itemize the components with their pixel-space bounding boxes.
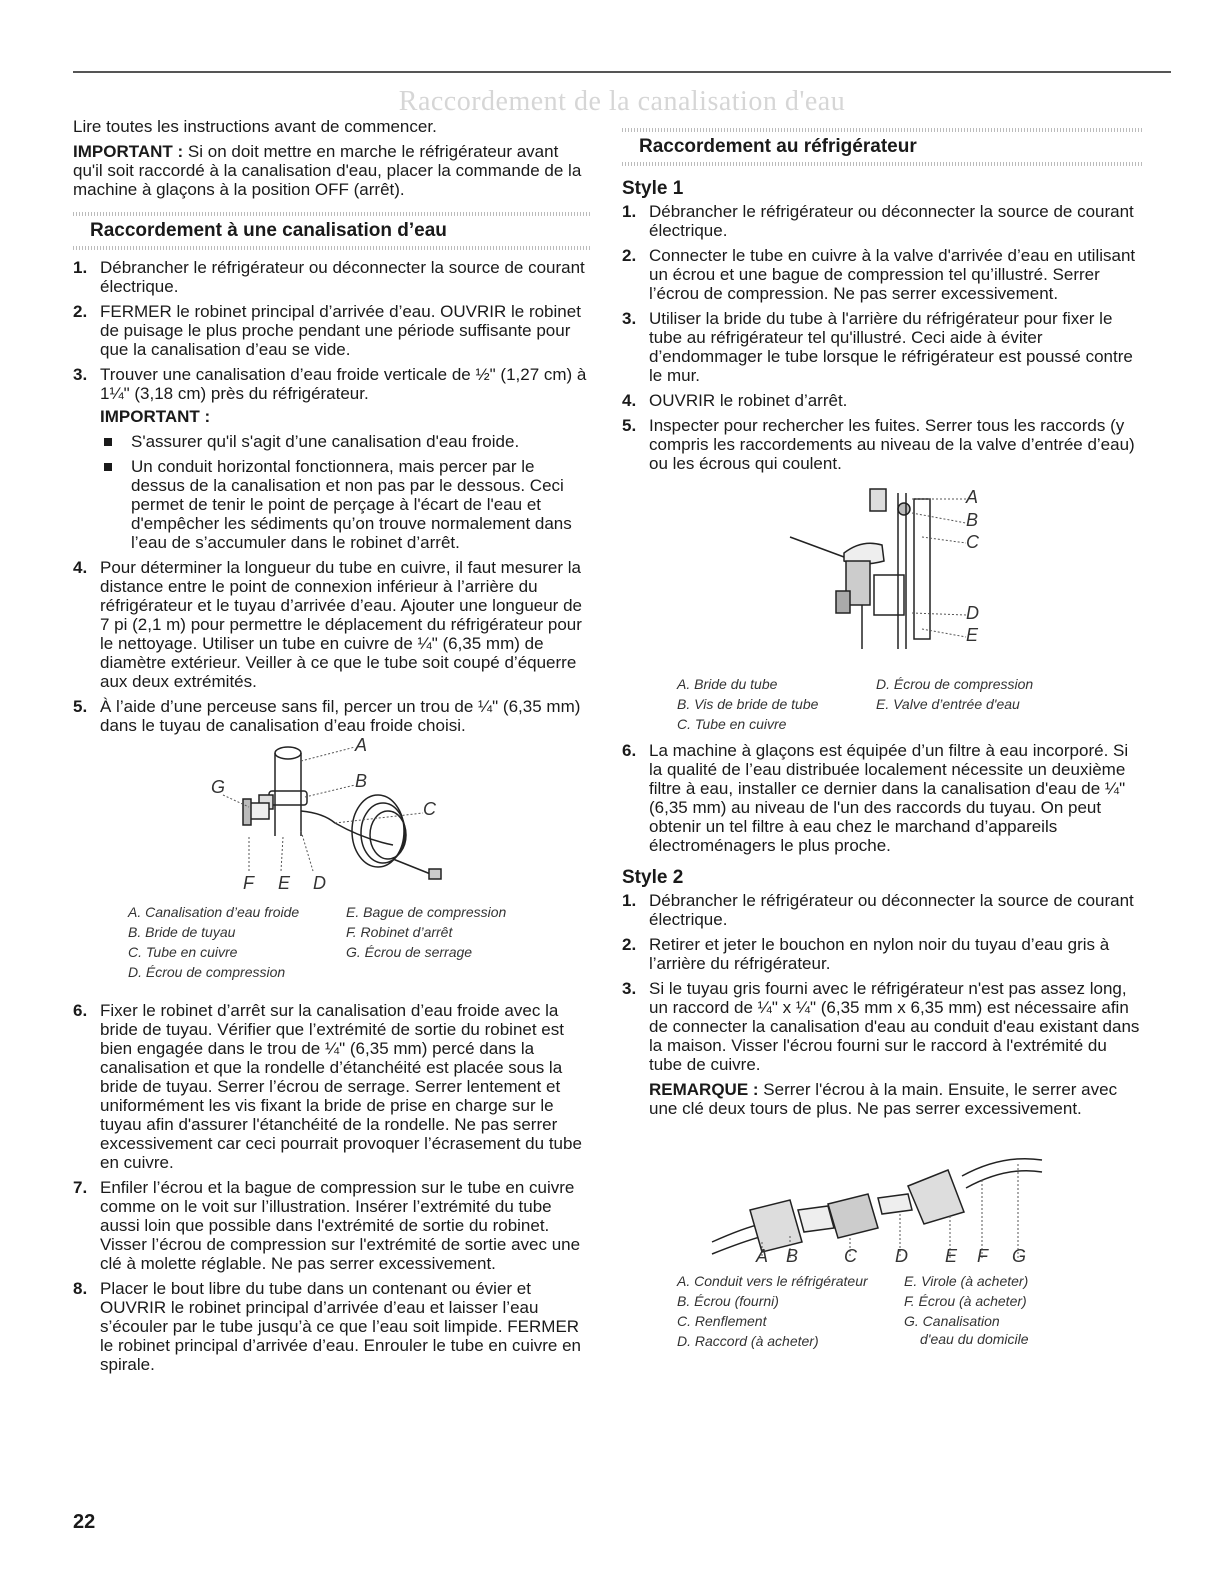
- remarque-text: Serrer l'écrou à la main. Ensuite, le serrer avec une clé deux tours de plus. Ne pas serrer excessivement.: [649, 1080, 1118, 1118]
- figure3-caption: G. Canalisation: [904, 1313, 1000, 1329]
- figure-inlet-valve: [622, 479, 1142, 741]
- figure3-caption: F. Écrou (à acheter): [904, 1293, 1027, 1309]
- step-item: 2. Connecter le tube en cuivre à la valve d'arrivée d’eau en utilisant un écrou et une bague de compression tel qu’illustré. Serrer l’écrou de compression. Ne pas serrer excessivement.: [622, 246, 1136, 303]
- step-item: 3. Si le tuyau gris fourni avec le réfrigérateur n'est pas assez long, un raccord de ¼" x ¼" (6,35 mm x 6,35 mm) est nécessaire afin de connecter la canalisation d'eau au conduit d'eau existant dans la maison. Visser l'écrou fourni sur le raccord à l'extrémité du tube de cuivre. REMARQUE : Serrer l'écrou à la main. Ensuite, le serrer avec une clé deux tours de plus. Ne pas serrer excessivement.: [622, 979, 1142, 1118]
- coupling-illustration: [622, 1124, 1142, 1264]
- figure1-caption: B. Bride de tuyau: [128, 924, 236, 940]
- figure2-label-a: A: [966, 487, 979, 507]
- figure1-caption: C. Tube en cuivre: [128, 944, 238, 960]
- remarque-label: REMARQUE :: [649, 1080, 759, 1099]
- steps-list-a: [73, 258, 591, 735]
- figure1-caption: G. Écrou de serrage: [346, 944, 473, 960]
- step-item: 7. Enfiler l’écrou et la bague de compression sur le tube en cuivre comme on le voit sur l’illustration. Insérer l’extrémité du tube aussi loin que possible dans l'extrémité de sortie du robinet. Visser l’écrou de compression sur l'extrémité de sortie avec une clé à molette réglable. Ne pas serrer excessivement.: [73, 1178, 581, 1273]
- section-rule-top: [622, 128, 1142, 132]
- figure3-caption: B. Écrou (fourni): [677, 1293, 779, 1309]
- left-column: [73, 117, 591, 1380]
- remarque-paragraph: [649, 1080, 1142, 1118]
- figure1-label-d: D: [313, 873, 326, 893]
- step-item: 1. Débrancher le réfrigérateur ou déconnecter la source de courant électrique.: [73, 258, 585, 296]
- figure1-label-e: E: [278, 873, 291, 893]
- bullet-item: Un conduit horizontal fonctionnera, mais percer par le dessus de la canalisation et non pas par le dessous. Ceci permet de tenir le point de perçage à l'écart de l'eau et d'empêcher les sédiments qu’on trouve normalement dans l’eau de s’accumuler dans le robinet d’arrêt.: [100, 457, 591, 552]
- figure3-label-g: G: [1012, 1246, 1027, 1266]
- figure2-caption: D. Écrou de compression: [876, 676, 1034, 692]
- figure1-caption: E. Bague de compression: [346, 904, 507, 920]
- step-item: 6. La machine à glaçons est équipée d’un filtre à eau incorporé. Si la qualité de l’eau distribuée localement nécessite un deuxième filtre à eau, installer ce dernier dans la canalisation d'eau de ¼" (6,35 mm) au niveau de l'un des raccords du tuyau. On peut obtenir un tel filtre à eau chez le marchand d’appareils électroménagers le plus proche.: [622, 741, 1129, 855]
- step-item: 3. Trouver une canalisation d’eau froide verticale de ½" (1,27 cm) à 1¼" (3,18 cm) près du réfrigérateur. IMPORTANT : S'assurer qu'il s'agit d’une canalisation d'eau froide. Un conduit horizontal fonctionnera, mais percer par le dessus de la canalisation et non pas par le dessous. Ceci permet de tenir le point de perçage à l'écart de l'eau et d'empêcher les sédiments qu’on trouve normalement dans l’eau de s’accumuler dans le robinet d’arrêt.: [73, 365, 591, 552]
- figure1-caption: D. Écrou de compression: [128, 964, 286, 980]
- important-sub-label: IMPORTANT :: [100, 407, 211, 426]
- figure1-label-c: C: [423, 799, 436, 819]
- figure3-label-a: A: [756, 1246, 769, 1266]
- style1-step6-list: [622, 741, 1142, 855]
- bullet-item: S'assurer qu'il s'agit d’une canalisation d'eau froide.: [100, 432, 591, 451]
- style1-steps: [622, 202, 1142, 473]
- section-rule-bottom: [73, 246, 591, 250]
- section-title-refrigerator: Raccordement au réfrigérateur: [639, 136, 917, 157]
- figure3-caption: C. Renflement: [677, 1313, 767, 1329]
- figure2-label-c: C: [966, 532, 979, 552]
- section-rule-bottom: [622, 162, 1142, 166]
- figure3-label-e: E: [945, 1246, 958, 1266]
- inlet-valve-illustration: [622, 479, 1142, 669]
- figure-shutoff-valve: [73, 735, 591, 993]
- style2-steps: [622, 891, 1142, 1118]
- step-item: 4. Pour déterminer la longueur du tube en cuivre, il faut mesurer la distance entre le point de connexion inférieur à l’arrière du réfrigérateur et le tuyau d’arrivée d’eau. Ajouter une longueur de 7 pi (2,1 m) pour permettre le déplacement du réfrigérateur pour le nettoyage. Utiliser un tube en cuivre de ¼" (6,35 mm) de diamètre extérieur. Veiller à ce que le tube soit coupé d’équerre aux deux extrémités.: [73, 558, 582, 691]
- figure-coupling: [622, 1124, 1142, 1374]
- right-column: [622, 128, 1142, 1374]
- figure3-caption: d'eau du domicile: [920, 1331, 1029, 1347]
- step-item: 4. OUVRIR le robinet d’arrêt.: [622, 391, 848, 410]
- style2-title: Style 2: [622, 867, 684, 888]
- figure1-label-b: B: [355, 771, 368, 791]
- intro-text: Lire toutes les instructions avant de commencer.: [73, 117, 437, 136]
- figure3-label-f: F: [977, 1246, 988, 1266]
- figure1-caption: A. Canalisation d’eau froide: [128, 904, 300, 920]
- top-rule: [73, 71, 1171, 73]
- step-item: 3. Utiliser la bride du tube à l'arrière du réfrigérateur pour fixer le tube au réfrigérateur tel qu'illustré. Ceci aide à éviter d’endommager le tube lorsque le réfrigérateur est poussé contre le mur.: [622, 309, 1133, 385]
- figure3-caption: A. Conduit vers le réfrigérateur: [677, 1273, 868, 1289]
- important-label: IMPORTANT :: [73, 142, 184, 161]
- section-title-water-line: Raccordement à une canalisation d’eau: [90, 220, 447, 241]
- step-item: 8. Placer le bout libre du tube dans un contenant ou évier et OUVRIR le robinet principal d’arrivée d’eau et laisser l’eau s’écouler par le tube jusqu’à ce que l’eau soit limpide. FERMER le robinet principal d’arrivée d’eau. Enrouler le tube en cuivre en spirale.: [73, 1279, 582, 1374]
- figure2-label-d: D: [966, 603, 979, 623]
- figure2-caption: B. Vis de bride de tube: [677, 696, 819, 712]
- figure3-label-c: C: [844, 1246, 857, 1266]
- figure2-caption: C. Tube en cuivre: [677, 716, 787, 732]
- shutoff-valve-illustration: [73, 741, 591, 901]
- figure2-label-e: E: [966, 625, 979, 645]
- figure3-caption: E. Virole (à acheter): [904, 1273, 1029, 1289]
- figure1-label-a: A: [355, 735, 368, 755]
- bullet-list: [100, 432, 591, 552]
- step-item: 1. Débrancher le réfrigérateur ou déconnecter la source de courant électrique.: [622, 891, 1134, 929]
- steps-list-c: [73, 1001, 591, 1374]
- section-rule-top: [73, 212, 591, 216]
- step-item: 2. FERMER le robinet principal d’arrivée d’eau. OUVRIR le robinet de puisage le plus proche pendant une période suffisante pour que la canalisation d’eau se vide.: [73, 302, 581, 359]
- step-item: 5. À l’aide d’une perceuse sans fil, percer un trou de ¼" (6,35 mm) dans le tuyau de canalisation d’eau froide choisi.: [73, 697, 581, 735]
- style1-title: Style 1: [622, 178, 684, 199]
- figure1-label-f: F: [243, 873, 254, 893]
- figure2-label-b: B: [966, 510, 979, 530]
- important-paragraph: [73, 142, 591, 199]
- step-item: 2. Retirer et jeter le bouchon en nylon noir du tuyau d’eau gris à l’arrière du réfrigérateur.: [622, 935, 1110, 973]
- page-title: Raccordement de la canalisation d'eau: [398, 86, 846, 117]
- figure1-label-g: G: [211, 777, 226, 797]
- page-number: 22: [73, 1511, 96, 1533]
- figure3-label-d: D: [895, 1246, 908, 1266]
- step-item: 1. Débrancher le réfrigérateur ou déconnecter la source de courant électrique.: [622, 202, 1134, 240]
- figure2-caption: A. Bride du tube: [677, 676, 778, 692]
- figure2-caption: E. Valve d’entrée d'eau: [876, 696, 1020, 712]
- important-text: Si on doit mettre en marche le réfrigérateur avant qu'il soit raccordé à la canalisation d'eau, placer la commande de la machine à glaçons à la position OFF (arrêt).: [73, 142, 582, 199]
- step-item: 5. Inspecter pour rechercher les fuites. Serrer tous les raccords (y compris les raccordements au niveau de la valve d’entrée d’eau) ou les écrous qui coulent.: [622, 416, 1135, 473]
- figure1-caption: F. Robinet d’arrêt: [346, 924, 453, 940]
- figure3-caption: D. Raccord (à acheter): [677, 1333, 819, 1349]
- step-item: 6. Fixer le robinet d’arrêt sur la canalisation d’eau froide avec la bride de tuyau. Vérifier que l’extrémité de sortie du robinet est bien engagée dans le trou de ¼" (6,35 mm) percé dans la canalisation et que la rondelle d’étanchéité est placée sous la bride de tuyau. Serrer l’écrou de serrage. Serrer lentement et uniformément les vis fixant la bride de prise en charge sur le tuyau afin d'assurer l'étanchéité de la rondelle. Ne pas serrer excessivement car ceci pourrait provoquer l’écrasement du tube en cuivre.: [73, 1001, 582, 1172]
- figure3-label-b: B: [786, 1246, 799, 1266]
